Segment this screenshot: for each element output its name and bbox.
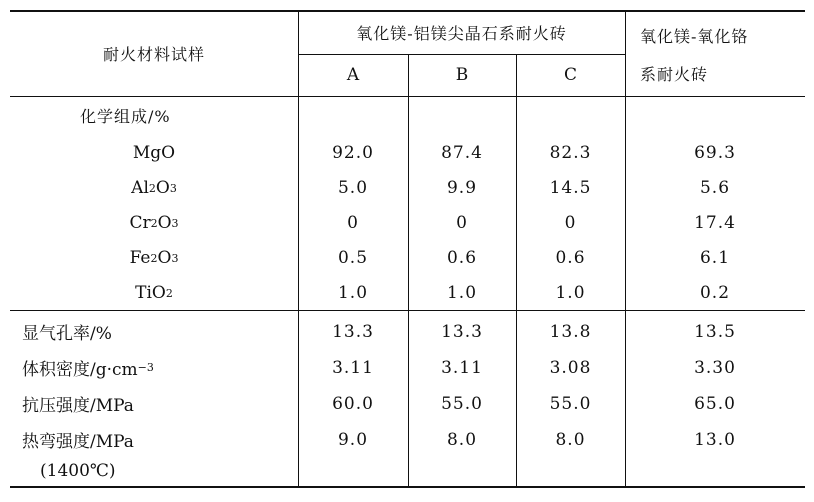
value-mgo-cr: 65.0 xyxy=(694,393,736,414)
component-label: Fe 2 O 3 xyxy=(129,248,179,268)
value-b: 8.0 xyxy=(446,429,478,450)
value-a: 1.0 xyxy=(337,283,369,303)
property-label: 热弯强度/MPa xyxy=(22,432,134,452)
value-a: 60.0 xyxy=(332,393,374,414)
value-c: 82.3 xyxy=(549,143,592,163)
value-c: 0.6 xyxy=(555,248,586,268)
value-c: 1.0 xyxy=(555,283,586,303)
value-b: 0.6 xyxy=(446,248,478,268)
value-b: 3.11 xyxy=(441,357,483,378)
value-c: 13.8 xyxy=(549,321,592,342)
value-a: 13.3 xyxy=(332,321,374,342)
value-a: 0.5 xyxy=(337,248,369,268)
component-label: Cr 2 O 3 xyxy=(129,213,179,233)
value-a: 9.0 xyxy=(337,429,369,450)
header-group1-title: 氧化镁-铝镁尖晶石系耐火砖 xyxy=(356,23,567,43)
value-c: 3.08 xyxy=(549,357,592,378)
header-col-b: B xyxy=(455,65,469,85)
property-label: 显气孔率/% xyxy=(22,324,112,344)
header-col-a: A xyxy=(346,65,360,85)
component-label: Al 2 O 3 xyxy=(131,178,177,198)
value-b: 87.4 xyxy=(441,143,483,163)
value-mgo-cr: 17.4 xyxy=(694,213,736,233)
value-c: 14.5 xyxy=(549,178,592,198)
header-sample-label: 耐火材料试样 xyxy=(102,44,205,64)
component-label: TiO 2 xyxy=(135,283,173,303)
value-b: 13.3 xyxy=(441,321,483,342)
value-b: 9.9 xyxy=(446,178,478,198)
property-label: 抗压强度/MPa xyxy=(22,396,134,416)
header-group2-title-line1: 氧化镁-氧化铬 xyxy=(640,26,749,46)
value-mgo-cr: 6.1 xyxy=(699,248,731,268)
component-label: MgO xyxy=(132,143,176,163)
temperature-note: (1400℃) xyxy=(40,461,116,481)
refractory-properties-table xyxy=(10,10,805,488)
value-a: 0 xyxy=(347,213,359,233)
property-label: 体积密度/g·cm −3 xyxy=(22,360,154,380)
value-mgo-cr: 3.30 xyxy=(694,357,736,378)
value-c: 0 xyxy=(564,213,577,233)
value-mgo-cr: 0.2 xyxy=(699,283,731,303)
value-mgo-cr: 5.6 xyxy=(699,178,731,198)
value-mgo-cr: 69.3 xyxy=(694,143,736,163)
section-chemical-composition: 化学组成/% xyxy=(80,106,171,126)
value-c: 8.0 xyxy=(555,429,586,450)
value-b: 55.0 xyxy=(441,393,483,414)
header-col-c: C xyxy=(563,65,577,85)
value-c: 55.0 xyxy=(549,393,592,414)
value-a: 92.0 xyxy=(332,143,374,163)
header-group2-title-line2: 系耐火砖 xyxy=(640,64,709,84)
value-mgo-cr: 13.5 xyxy=(694,321,736,342)
value-a: 3.11 xyxy=(332,357,374,378)
value-a: 5.0 xyxy=(337,178,369,198)
value-b: 1.0 xyxy=(446,283,478,303)
value-b: 0 xyxy=(456,213,468,233)
value-mgo-cr: 13.0 xyxy=(694,429,736,450)
